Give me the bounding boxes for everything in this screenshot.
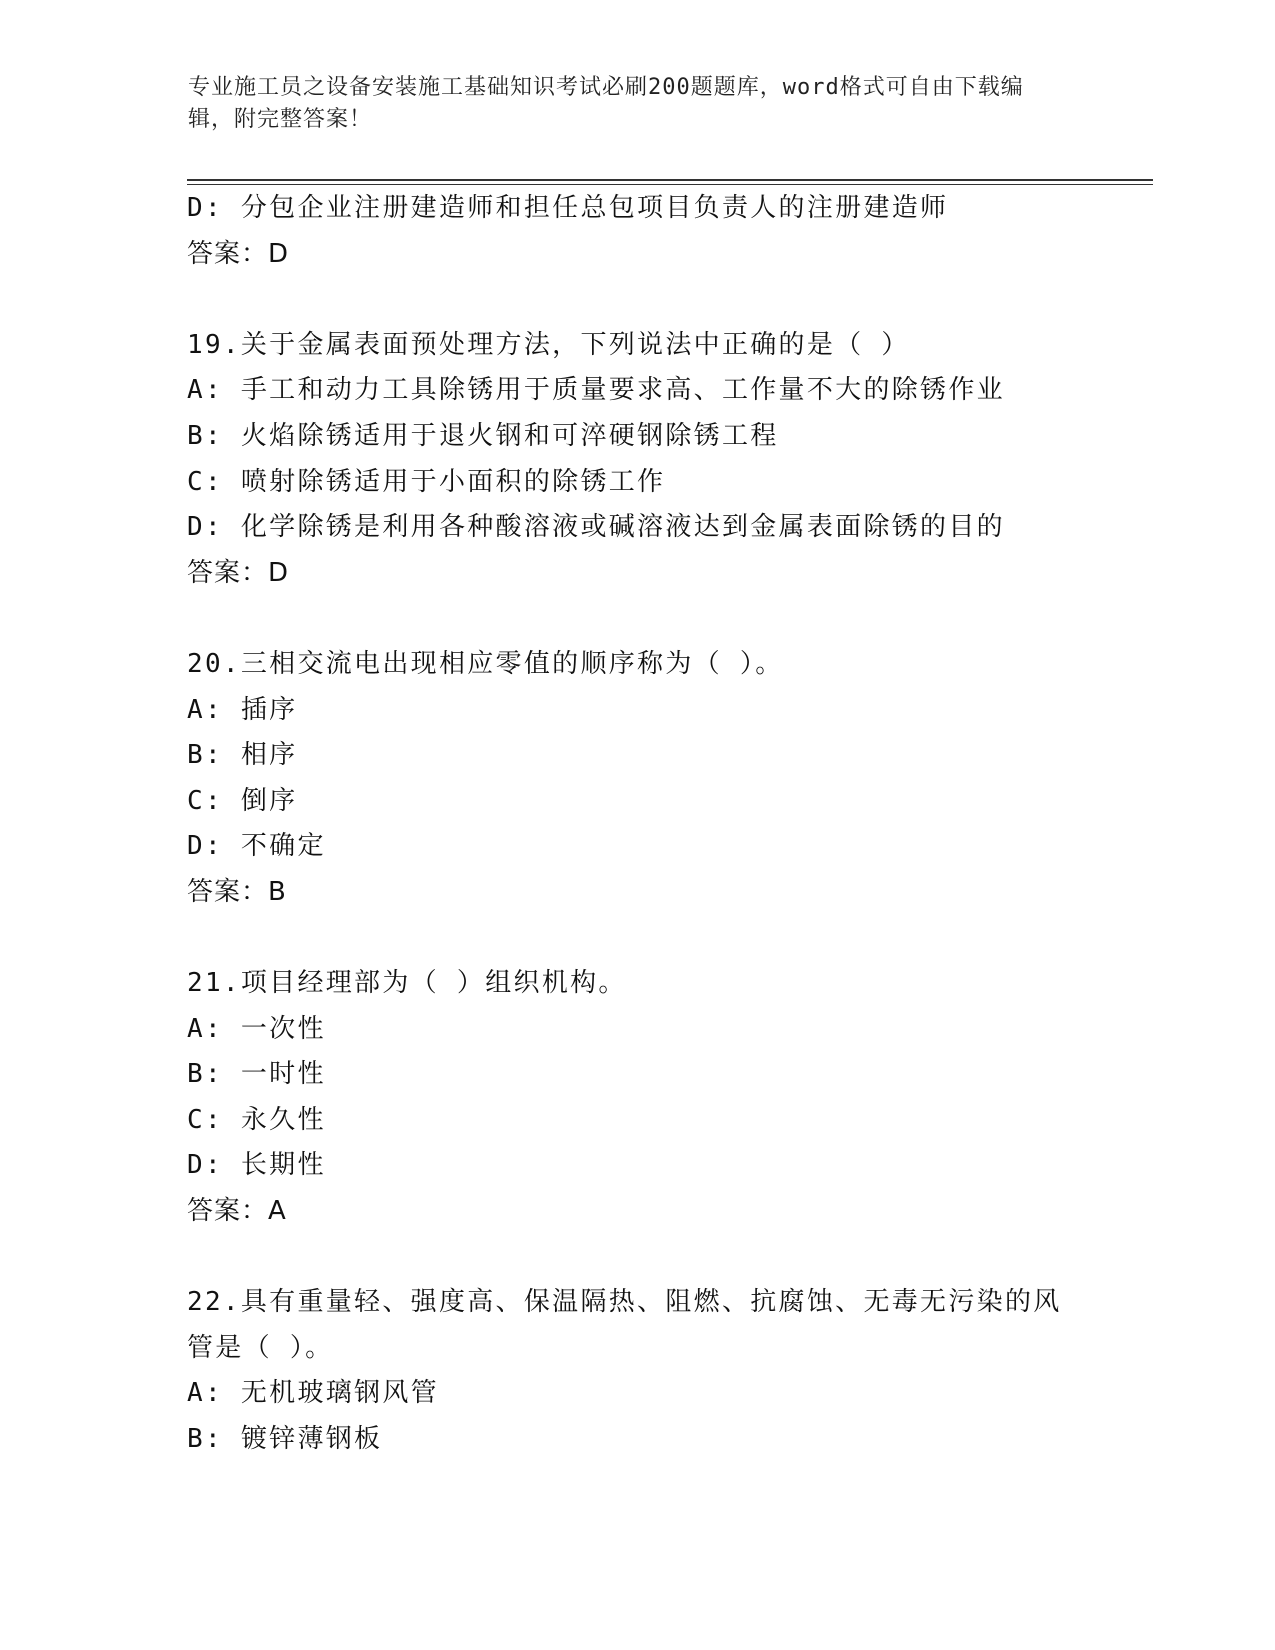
answer-line: 答案：D [187, 557, 290, 588]
option-c: C: 永久性 [187, 1104, 326, 1135]
question-20 [187, 642, 1087, 916]
question-18-tail [187, 186, 1087, 277]
answer-line: 答案：B [187, 876, 287, 907]
question-stem: 19.关于金属表面预处理方法，下列说法中正确的是（ ） [187, 329, 910, 360]
page-header: 专业施工员之设备安装施工基础知识考试必刷200题题库，word格式可自由下载编辑，附完整答案！ [188, 75, 1024, 132]
spacer [187, 277, 1087, 323]
option-b: B: 火焰除锈适用于退火钢和可淬硬钢除锈工程 [187, 420, 779, 451]
spacer [187, 596, 1087, 642]
question-stem: 20.三相交流电出现相应零值的顺序称为（ ）。 [187, 648, 784, 679]
spacer [187, 1235, 1087, 1281]
option-a: A: 手工和动力工具除锈用于质量要求高、工作量不大的除锈作业 [187, 375, 1005, 406]
option-a: A: 无机玻璃钢风管 [187, 1378, 439, 1409]
option-d: D: 长期性 [187, 1150, 326, 1181]
answer-line: 答案：D [187, 238, 290, 269]
option-b: B: 一时性 [187, 1059, 326, 1090]
option-a: A: 一次性 [187, 1013, 326, 1044]
question-stem: 22.具有重量轻、强度高、保温隔热、阻燃、抗腐蚀、无毒无污染的风 [187, 1287, 1062, 1318]
option-d: D: 化学除锈是利用各种酸溶液或碱溶液达到金属表面除锈的目的 [187, 512, 1005, 543]
option-d: D: 不确定 [187, 831, 326, 862]
option-b: B: 镀锌薄钢板 [187, 1424, 383, 1455]
question-22 [187, 1280, 1087, 1462]
question-19 [187, 323, 1087, 597]
option-b: B: 相序 [187, 740, 298, 771]
option-c: C: 喷射除锈适用于小面积的除锈工作 [187, 466, 666, 497]
question-list [187, 186, 1087, 1463]
question-21 [187, 961, 1087, 1235]
question-stem: 21.项目经理部为（ ）组织机构。 [187, 968, 627, 999]
option-a: A: 插序 [187, 694, 298, 725]
question-stem-continued: 管是（ ）。 [187, 1332, 334, 1363]
option-d: D: 分包企业注册建造师和担任总包项目负责人的注册建造师 [187, 193, 949, 223]
answer-line: 答案：A [187, 1196, 287, 1227]
spacer [187, 916, 1087, 962]
header-divider [187, 179, 1153, 185]
option-c: C: 倒序 [187, 785, 298, 816]
